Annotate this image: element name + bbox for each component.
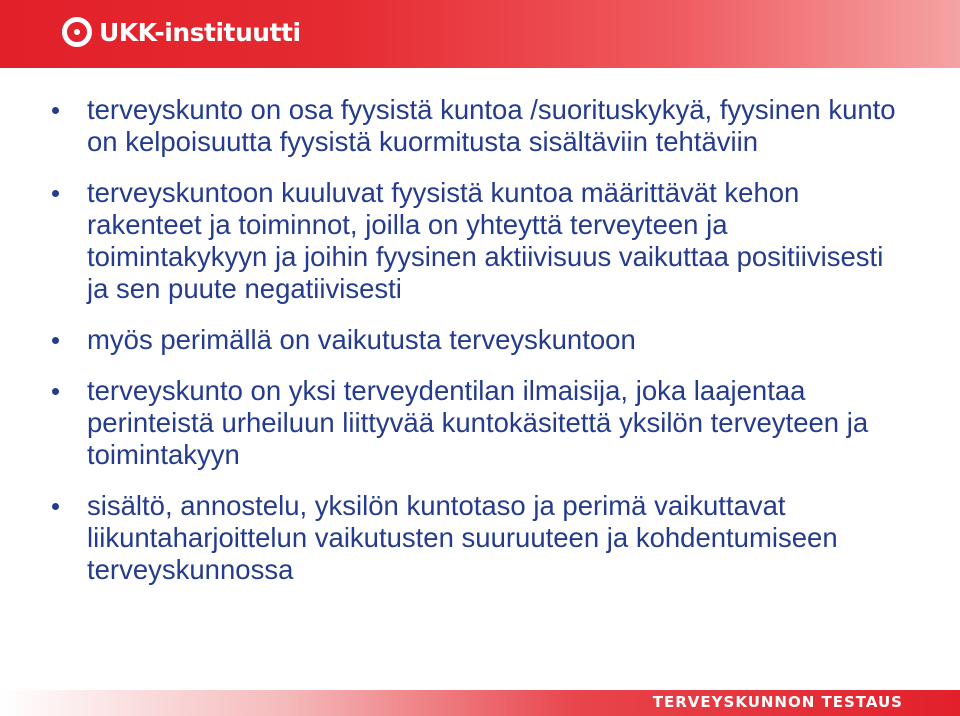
bullet-item — [48, 324, 908, 356]
bullet-icon — [52, 190, 59, 197]
bullet-icon — [52, 337, 59, 344]
bullet-text: terveyskunto on osa fyysistä kuntoa /suorituskykyä, fyysinen kunto on kelpoisuutta fyysistä kuormitusta sisältäviin tehtäviin — [87, 94, 896, 157]
logo-text: UKK-instituutti — [99, 17, 301, 47]
bullet-icon — [52, 503, 59, 510]
bullet-text: sisältö, annostelu, yksilön kuntotaso ja perimä vaikuttavat liikuntaharjoittelun vaikutusten suuruuteen ja kohdentumiseen terveyskunnossa — [87, 490, 838, 585]
bullet-icon — [52, 107, 59, 114]
ukk-logo-icon — [62, 17, 92, 47]
bullet-item — [48, 490, 908, 586]
slide-content — [48, 94, 908, 586]
header-band — [0, 0, 960, 68]
bullet-text: terveyskuntoon kuuluvat fyysistä kuntoa määrittävät kehon rakenteet ja toiminnot, joilla on yhteyttä terveyteen ja toimintakykyyn ja joihin fyysinen aktiivisuus vaikuttaa positiivisesti ja sen puute negatiivisesti — [87, 177, 884, 304]
bullet-item — [48, 94, 908, 158]
bullet-list — [48, 94, 908, 586]
bullet-item — [48, 177, 908, 305]
bullet-text: myös perimällä on vaikutusta terveyskuntoon — [87, 324, 636, 355]
ukk-logo — [62, 14, 301, 50]
footer-band — [0, 690, 960, 716]
bullet-text: terveyskunto on yksi terveydentilan ilmaisija, joka laajentaa perinteistä urheiluun liittyvää kuntokäsitettä yksilön terveyteen ja toimintakyyn — [87, 375, 869, 470]
footer-title: TERVEYSKUNNON TESTAUS — [652, 693, 903, 711]
bullet-item — [48, 375, 908, 471]
bullet-icon — [52, 388, 59, 395]
